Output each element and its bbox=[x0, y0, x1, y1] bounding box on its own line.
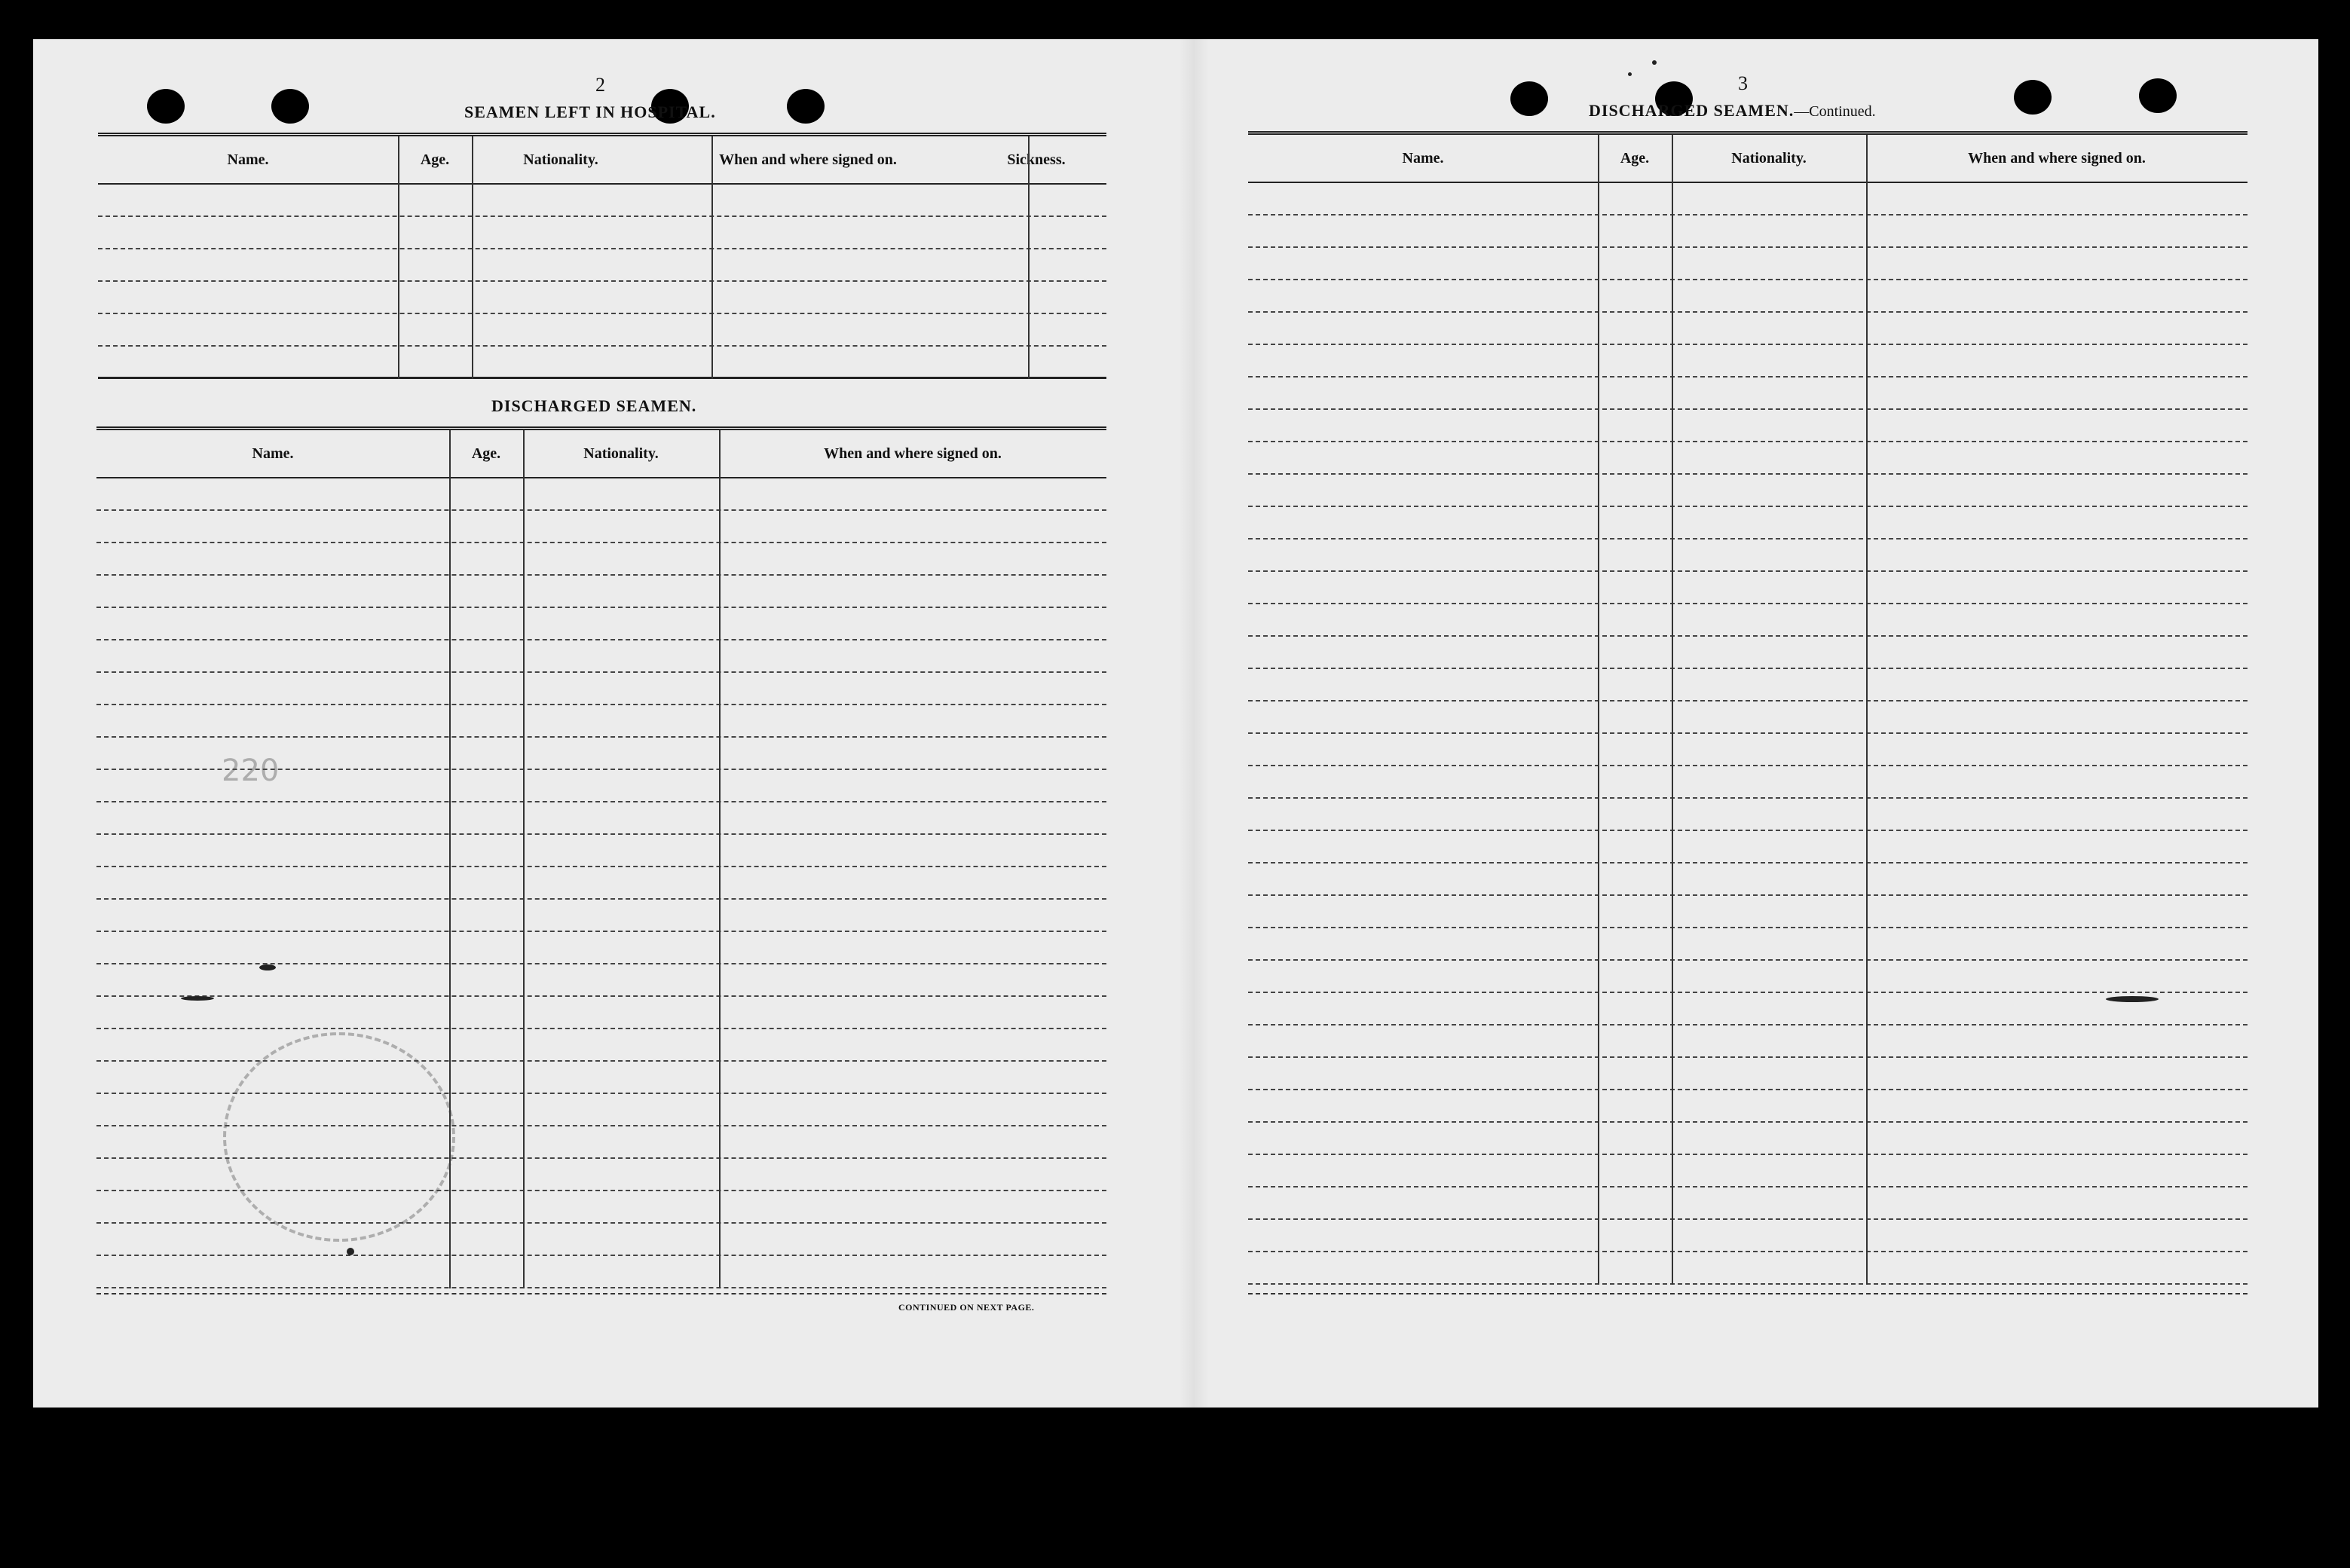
table-row[interactable] bbox=[96, 997, 1106, 1029]
table-bottom-rule bbox=[96, 1293, 1106, 1294]
left-page-number: 2 bbox=[595, 74, 605, 96]
table-row[interactable] bbox=[1248, 1252, 2247, 1285]
table-row[interactable] bbox=[1248, 928, 2247, 961]
table-row[interactable] bbox=[1248, 863, 2247, 896]
hospital-table bbox=[98, 133, 1106, 379]
table-row[interactable] bbox=[1248, 410, 2247, 442]
table-row[interactable] bbox=[98, 185, 1106, 217]
table-row[interactable] bbox=[98, 347, 1106, 379]
table-row[interactable] bbox=[96, 608, 1106, 640]
continued-suffix: —Continued. bbox=[1794, 103, 1876, 120]
table-row[interactable] bbox=[1248, 637, 2247, 669]
table-row[interactable] bbox=[98, 282, 1106, 314]
table-row[interactable] bbox=[96, 802, 1106, 835]
column-divider bbox=[472, 136, 473, 379]
table-row[interactable] bbox=[1248, 475, 2247, 507]
column-header-sickness: Sickness. bbox=[1007, 151, 1066, 168]
discharged-continued-table bbox=[1248, 131, 2247, 1285]
continued-section-title-text: DISCHARGED SEAMEN. bbox=[1589, 101, 1795, 120]
ink-speck bbox=[347, 1248, 354, 1255]
table-row[interactable] bbox=[1248, 248, 2247, 280]
table-row[interactable] bbox=[98, 249, 1106, 282]
table-row[interactable] bbox=[96, 576, 1106, 608]
table-row[interactable] bbox=[96, 900, 1106, 932]
table-row[interactable] bbox=[96, 543, 1106, 576]
table-row[interactable] bbox=[1248, 1155, 2247, 1187]
table-row[interactable] bbox=[1248, 183, 2247, 215]
table-row[interactable] bbox=[1248, 572, 2247, 604]
table-row[interactable] bbox=[96, 478, 1106, 511]
right-page-number: 3 bbox=[1738, 72, 1748, 94]
table-row[interactable] bbox=[1248, 1025, 2247, 1058]
column-header-signed-on: When and where signed on. bbox=[1968, 149, 2146, 167]
punch-hole bbox=[787, 89, 825, 124]
table-row[interactable] bbox=[1248, 896, 2247, 928]
ink-speck bbox=[259, 964, 276, 970]
table-row[interactable] bbox=[1248, 442, 2247, 475]
table-row[interactable] bbox=[96, 673, 1106, 705]
table-row[interactable] bbox=[96, 1256, 1106, 1288]
hospital-section-title: SEAMEN LEFT IN HOSPITAL. bbox=[464, 102, 716, 121]
column-header-nationality: Nationality. bbox=[1731, 149, 1807, 167]
table-row[interactable] bbox=[98, 314, 1106, 347]
table-row[interactable] bbox=[96, 964, 1106, 997]
column-header-age: Age. bbox=[420, 151, 450, 168]
column-divider bbox=[398, 136, 399, 379]
column-header-name: Name. bbox=[227, 151, 269, 168]
table-row[interactable] bbox=[96, 835, 1106, 867]
ink-speck bbox=[2106, 996, 2159, 1002]
punch-hole bbox=[1510, 81, 1548, 116]
column-header-signed-on: When and where signed on. bbox=[824, 445, 1002, 462]
punch-hole bbox=[147, 89, 185, 124]
column-header-name: Name. bbox=[1402, 149, 1444, 167]
faded-postmark-stamp bbox=[223, 1032, 455, 1242]
ink-speck bbox=[181, 996, 214, 1001]
table-row[interactable] bbox=[1248, 1058, 2247, 1090]
column-header-age: Age. bbox=[471, 445, 501, 462]
column-divider bbox=[523, 430, 525, 1288]
pencil-annotation: 220 bbox=[222, 753, 280, 788]
table-row[interactable] bbox=[1248, 1220, 2247, 1252]
continued-section-title bbox=[1589, 101, 1876, 121]
hospital-table-header bbox=[98, 136, 1106, 185]
table-row[interactable] bbox=[96, 640, 1106, 673]
ink-speck bbox=[1628, 72, 1632, 76]
document-sheet bbox=[33, 39, 2318, 1408]
table-row[interactable] bbox=[1248, 701, 2247, 734]
table-row[interactable] bbox=[96, 1224, 1106, 1256]
punch-hole bbox=[2014, 80, 2052, 115]
column-divider bbox=[1672, 135, 1673, 1285]
table-row[interactable] bbox=[1248, 1123, 2247, 1155]
table-row[interactable] bbox=[1248, 313, 2247, 345]
column-header-signed-on: When and where signed on. bbox=[719, 151, 897, 168]
table-row[interactable] bbox=[1248, 539, 2247, 572]
table-row[interactable] bbox=[98, 217, 1106, 249]
column-header-nationality: Nationality. bbox=[523, 151, 598, 168]
column-header-age: Age. bbox=[1620, 149, 1650, 167]
column-divider bbox=[1866, 135, 1868, 1285]
column-divider bbox=[1028, 136, 1030, 379]
column-header-name: Name. bbox=[252, 445, 294, 462]
ink-speck bbox=[1652, 60, 1657, 65]
table-row[interactable] bbox=[96, 511, 1106, 543]
table-row[interactable] bbox=[1248, 1090, 2247, 1123]
table-row[interactable] bbox=[1248, 215, 2247, 248]
table-row[interactable] bbox=[1248, 345, 2247, 377]
hospital-table-body bbox=[98, 185, 1106, 379]
table-row[interactable] bbox=[1248, 799, 2247, 831]
table-bottom-rule bbox=[1248, 1293, 2247, 1294]
table-row[interactable] bbox=[1248, 831, 2247, 863]
punch-hole bbox=[271, 89, 309, 124]
table-row[interactable] bbox=[96, 1029, 1106, 1062]
table-row[interactable] bbox=[1248, 604, 2247, 637]
table-row[interactable] bbox=[1248, 507, 2247, 539]
discharged-table-header bbox=[96, 430, 1106, 478]
column-divider bbox=[1598, 135, 1599, 1285]
discharged-continued-table-body bbox=[1248, 183, 2247, 1285]
table-row[interactable] bbox=[1248, 1187, 2247, 1220]
column-divider bbox=[719, 430, 721, 1288]
table-row[interactable] bbox=[1248, 993, 2247, 1025]
table-row[interactable] bbox=[1248, 766, 2247, 799]
continued-note: CONTINUED ON NEXT PAGE. bbox=[898, 1302, 1035, 1313]
discharged-continued-table-header bbox=[1248, 135, 2247, 183]
table-row[interactable] bbox=[96, 867, 1106, 900]
table-row[interactable] bbox=[1248, 961, 2247, 993]
page-fold bbox=[1179, 39, 1209, 1408]
table-row[interactable] bbox=[1248, 734, 2247, 766]
punch-hole bbox=[2139, 78, 2177, 113]
column-divider bbox=[711, 136, 713, 379]
table-row[interactable] bbox=[1248, 377, 2247, 410]
table-row[interactable] bbox=[96, 932, 1106, 964]
table-row[interactable] bbox=[96, 705, 1106, 738]
column-header-nationality: Nationality. bbox=[583, 445, 659, 462]
discharged-section-title: DISCHARGED SEAMEN. bbox=[491, 396, 697, 415]
table-row[interactable] bbox=[1248, 280, 2247, 313]
table-row[interactable] bbox=[1248, 669, 2247, 701]
